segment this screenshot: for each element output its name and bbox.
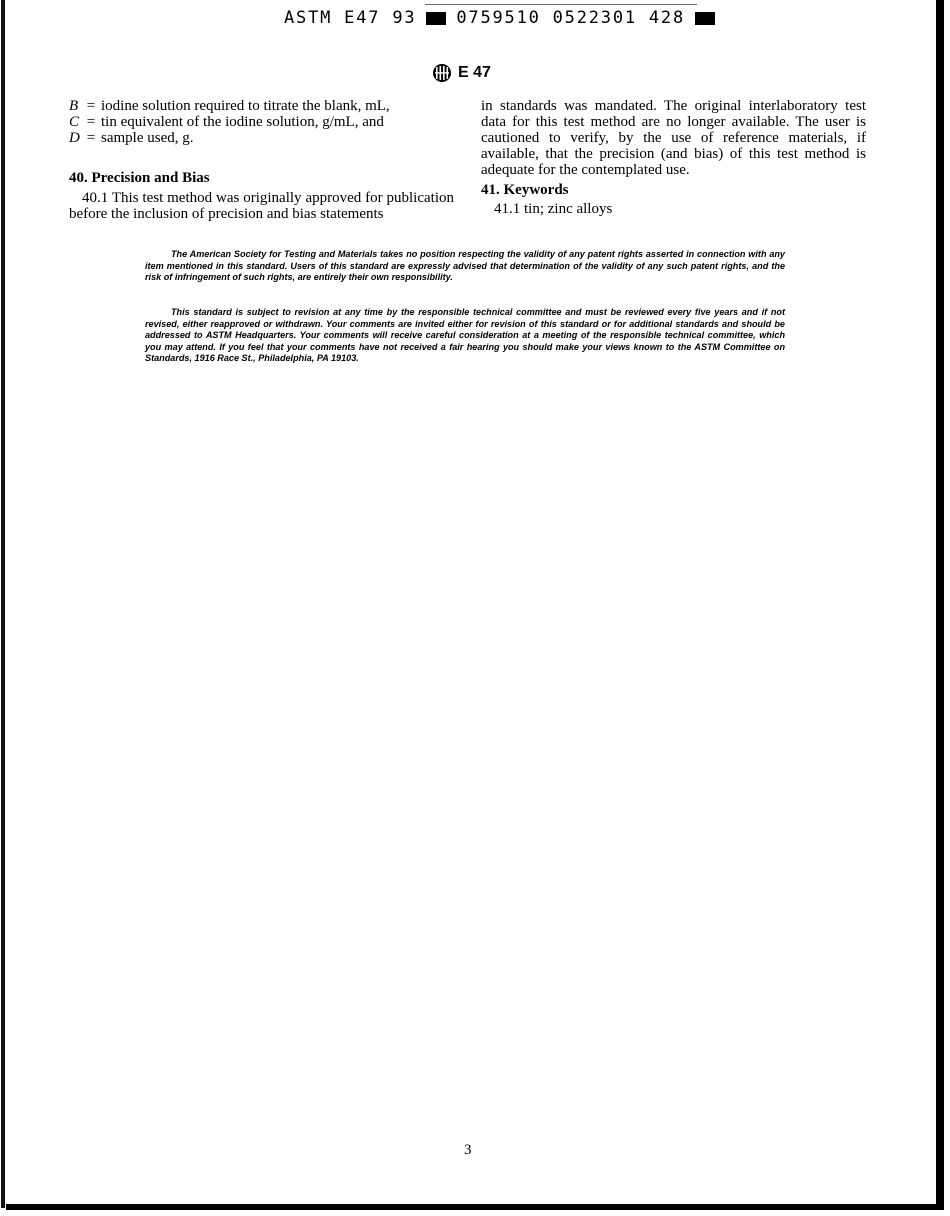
scan-code-3: 428	[648, 8, 685, 28]
scan-code-1: 0759510	[456, 8, 541, 28]
redaction-block	[426, 12, 446, 25]
scan-header	[284, 7, 725, 29]
redaction-block	[695, 12, 715, 25]
top-rule	[425, 4, 697, 5]
variable-label: D	[69, 130, 80, 146]
scan-designation: ASTM E47 93	[284, 8, 417, 28]
page-border-left	[1, 0, 5, 1208]
page-border-bottom	[6, 1204, 944, 1210]
definition-c	[69, 114, 454, 130]
equals-sign: =	[86, 114, 96, 130]
section-40-1-continued: in standards was mandated. The original interlaboratory test data for this test method are no longer available. The user is cautioned to verify, by the use of reference materials, if available, that the precision (and bias) of this test method is adequate for the contemplated use.	[481, 98, 866, 178]
standard-title	[432, 63, 491, 83]
page-border-right	[936, 0, 944, 1208]
patent-notice-text: The American Society for Testing and Materials takes no position respecting the validity of any patent rights asserted in connection with any item mentioned in this standard. Users of this standard are expressly advised that determination of the validity of any such patent rights, and the risk of infringement of such rights, are entirely their own responsibility.	[145, 249, 785, 283]
patent-notice	[145, 249, 785, 284]
section-41-1-keywords: 41.1 tin; zinc alloys	[494, 201, 613, 217]
section-41-heading: 41. Keywords	[481, 182, 569, 198]
page-number: 3	[464, 1142, 472, 1158]
standard-code: E 47	[458, 64, 491, 81]
variable-label: C	[69, 114, 80, 130]
equals-sign: =	[86, 130, 96, 146]
revision-notice	[145, 307, 785, 365]
definition-d	[69, 130, 454, 146]
revision-notice-text: This standard is subject to revision at any time by the responsible technical committee and must be reviewed every five years and if not revised, either reapproved or withdrawn. Your comments are invited either for revision of this standard or for additional standards and should be addressed to ASTM Headquarters. Your comments will receive careful consideration at a meeting of the responsible technical committee, which you may attend. If you feel that your comments have not received a fair hearing you should make your views known to the ASTM Committee on Standards, 1916 Race St., Philadelphia, PA 19103.	[145, 307, 785, 364]
variable-label: B	[69, 98, 79, 114]
definition-text: iodine solution required to titrate the blank, mL,	[101, 98, 390, 114]
scan-code-2: 0522301	[552, 8, 637, 28]
definition-text: tin equivalent of the iodine solution, g/mL, and	[101, 114, 384, 130]
definition-text: sample used, g.	[101, 130, 194, 146]
right-column	[481, 98, 866, 217]
equals-sign: =	[86, 98, 96, 114]
astm-logo-icon	[432, 63, 452, 83]
section-40-1-paragraph: 40.1 This test method was originally approved for publication before the inclusion of precision and bias statements	[69, 190, 454, 222]
definition-b	[69, 98, 454, 114]
left-column	[69, 98, 454, 222]
section-40-heading: 40. Precision and Bias	[69, 170, 210, 186]
